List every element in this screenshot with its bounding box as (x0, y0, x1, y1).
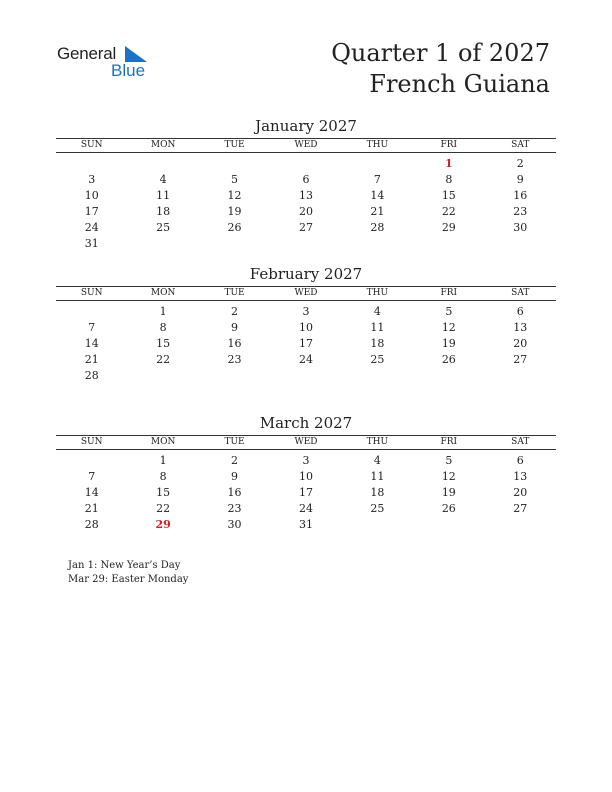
day-cell: 8 (445, 173, 453, 186)
weekday-header-tue: TUE (199, 139, 270, 153)
weekday-header-sun: SUN (56, 139, 127, 153)
empty-day-cell (342, 517, 413, 533)
day-cell: 17 (298, 486, 313, 499)
weekday-header-row (56, 139, 556, 153)
weekday-header-sat: SAT (485, 436, 556, 450)
day-cell: 13 (513, 321, 528, 334)
week-row (56, 501, 556, 517)
empty-day-cell (127, 153, 198, 173)
day-cell: 6 (302, 173, 310, 186)
empty-day-cell (270, 236, 341, 252)
day-cell: 17 (84, 205, 99, 218)
holiday-day-cell: 1 (444, 157, 453, 170)
day-cell: 24 (84, 221, 99, 234)
day-cell: 20 (513, 486, 528, 499)
month-title: March 2027 (259, 414, 353, 432)
day-cell: 15 (156, 337, 171, 350)
day-cell: 12 (441, 470, 456, 483)
weekday-header-thu: THU (342, 287, 413, 301)
empty-day-cell (56, 301, 127, 321)
empty-day-cell (485, 236, 556, 252)
day-cell: 2 (231, 305, 239, 318)
day-cell: 6 (516, 305, 524, 318)
day-cell: 25 (370, 502, 385, 515)
day-cell: 19 (441, 337, 456, 350)
month-january (56, 116, 556, 252)
day-cell: 2 (231, 454, 239, 467)
week-row (56, 220, 556, 236)
day-cell: 25 (370, 353, 385, 366)
week-row (56, 352, 556, 368)
holiday-day-cell: 29 (155, 518, 171, 531)
month-february (56, 264, 556, 384)
empty-day-cell (413, 236, 484, 252)
title-country: French Guiana (369, 70, 550, 98)
day-cell: 22 (156, 502, 171, 515)
day-cell: 5 (445, 454, 453, 467)
logo (57, 44, 157, 84)
day-cell: 16 (227, 486, 242, 499)
day-cell: 8 (159, 321, 167, 334)
day-cell: 18 (370, 337, 385, 350)
week-row (56, 172, 556, 188)
page-title (331, 38, 550, 100)
day-cell: 28 (84, 518, 99, 531)
day-cell: 1 (159, 454, 167, 467)
day-cell: 15 (156, 486, 171, 499)
day-cell: 3 (302, 454, 310, 467)
day-cell: 16 (227, 337, 242, 350)
empty-day-cell (413, 517, 484, 533)
week-row (56, 153, 556, 173)
day-cell: 16 (513, 189, 528, 202)
day-cell: 30 (513, 221, 528, 234)
week-row (56, 236, 556, 252)
empty-day-cell (127, 236, 198, 252)
empty-day-cell (342, 368, 413, 384)
day-cell: 4 (373, 454, 381, 467)
day-cell: 31 (298, 518, 313, 531)
weekday-header-row (56, 287, 556, 301)
day-cell: 22 (441, 205, 456, 218)
week-row (56, 450, 556, 470)
week-row (56, 320, 556, 336)
day-cell: 23 (227, 502, 242, 515)
day-cell: 10 (298, 321, 313, 334)
day-cell: 28 (84, 369, 99, 382)
empty-day-cell (56, 450, 127, 470)
day-cell: 7 (373, 173, 381, 186)
day-cell: 13 (298, 189, 313, 202)
day-cell: 3 (88, 173, 96, 186)
day-cell: 24 (298, 502, 313, 515)
day-cell: 15 (441, 189, 456, 202)
week-row (56, 469, 556, 485)
day-cell: 26 (227, 221, 242, 234)
day-cell: 1 (159, 305, 167, 318)
day-cell: 13 (513, 470, 528, 483)
day-cell: 22 (156, 353, 171, 366)
week-row (56, 517, 556, 533)
day-cell: 18 (156, 205, 171, 218)
day-cell: 21 (84, 353, 99, 366)
logo-triangle-icon (125, 46, 147, 62)
week-row (56, 188, 556, 204)
week-row (56, 301, 556, 321)
empty-day-cell (199, 368, 270, 384)
weekday-header-wed: WED (270, 436, 341, 450)
empty-day-cell (270, 153, 341, 173)
day-cell: 4 (373, 305, 381, 318)
week-row (56, 204, 556, 220)
day-cell: 3 (302, 305, 310, 318)
weekday-header-fri: FRI (413, 287, 484, 301)
empty-day-cell (485, 517, 556, 533)
day-cell: 20 (298, 205, 313, 218)
day-cell: 14 (84, 486, 99, 499)
logo-general-text: General (57, 44, 117, 63)
calendar-table (56, 138, 556, 252)
day-cell: 19 (227, 205, 242, 218)
day-cell: 19 (441, 486, 456, 499)
day-cell: 28 (370, 221, 385, 234)
day-cell: 27 (513, 502, 528, 515)
day-cell: 10 (84, 189, 99, 202)
day-cell: 29 (441, 221, 456, 234)
holiday-note: Jan 1: New Year’s Day (68, 560, 181, 571)
day-cell: 20 (513, 337, 528, 350)
day-cell: 6 (516, 454, 524, 467)
day-cell: 23 (227, 353, 242, 366)
weekday-header-sun: SUN (56, 436, 127, 450)
day-cell: 21 (84, 502, 99, 515)
weekday-header-thu: THU (342, 139, 413, 153)
weekday-header-sat: SAT (485, 287, 556, 301)
day-cell: 11 (370, 470, 385, 483)
day-cell: 12 (227, 189, 242, 202)
day-cell: 5 (445, 305, 453, 318)
day-cell: 26 (441, 353, 456, 366)
weekday-header-sun: SUN (56, 287, 127, 301)
day-cell: 14 (84, 337, 99, 350)
weekday-header-row (56, 436, 556, 450)
weekday-header-thu: THU (342, 436, 413, 450)
month-title: February 2027 (249, 265, 363, 283)
empty-day-cell (413, 368, 484, 384)
weekday-header-fri: FRI (413, 139, 484, 153)
empty-day-cell (342, 153, 413, 173)
day-cell: 27 (298, 221, 313, 234)
day-cell: 23 (513, 205, 528, 218)
weekday-header-tue: TUE (199, 436, 270, 450)
day-cell: 21 (370, 205, 385, 218)
day-cell: 7 (88, 470, 96, 483)
calendar-table (56, 435, 556, 533)
empty-day-cell (199, 236, 270, 252)
weekday-header-wed: WED (270, 139, 341, 153)
holiday-note: Mar 29: Easter Monday (68, 574, 189, 585)
weekday-header-tue: TUE (199, 287, 270, 301)
weekday-header-mon: MON (127, 436, 198, 450)
empty-day-cell (485, 368, 556, 384)
logo-blue-text: Blue (111, 61, 146, 80)
day-cell: 31 (84, 237, 99, 250)
month-march (56, 413, 556, 533)
empty-day-cell (270, 368, 341, 384)
empty-day-cell (199, 153, 270, 173)
day-cell: 30 (227, 518, 242, 531)
day-cell: 17 (298, 337, 313, 350)
day-cell: 11 (370, 321, 385, 334)
day-cell: 25 (156, 221, 171, 234)
week-row (56, 485, 556, 501)
holiday-notes (68, 559, 188, 587)
day-cell: 18 (370, 486, 385, 499)
day-cell: 27 (513, 353, 528, 366)
day-cell: 7 (88, 321, 96, 334)
day-cell: 10 (298, 470, 313, 483)
week-row (56, 336, 556, 352)
weekday-header-mon: MON (127, 287, 198, 301)
day-cell: 26 (441, 502, 456, 515)
empty-day-cell (127, 368, 198, 384)
day-cell: 11 (156, 189, 171, 202)
weekday-header-sat: SAT (485, 139, 556, 153)
day-cell: 5 (231, 173, 239, 186)
day-cell: 8 (159, 470, 167, 483)
weekday-header-fri: FRI (413, 436, 484, 450)
weekday-header-mon: MON (127, 139, 198, 153)
month-title: January 2027 (255, 117, 357, 135)
empty-day-cell (56, 153, 127, 173)
weekday-header-wed: WED (270, 287, 341, 301)
calendar-table (56, 286, 556, 384)
day-cell: 14 (370, 189, 385, 202)
day-cell: 24 (298, 353, 313, 366)
day-cell: 12 (441, 321, 456, 334)
empty-day-cell (342, 236, 413, 252)
title-quarter: Quarter 1 of 2027 (331, 39, 550, 67)
day-cell: 9 (231, 470, 239, 483)
day-cell: 4 (159, 173, 167, 186)
day-cell: 2 (516, 157, 524, 170)
day-cell: 9 (231, 321, 239, 334)
day-cell: 9 (516, 173, 524, 186)
week-row (56, 368, 556, 384)
